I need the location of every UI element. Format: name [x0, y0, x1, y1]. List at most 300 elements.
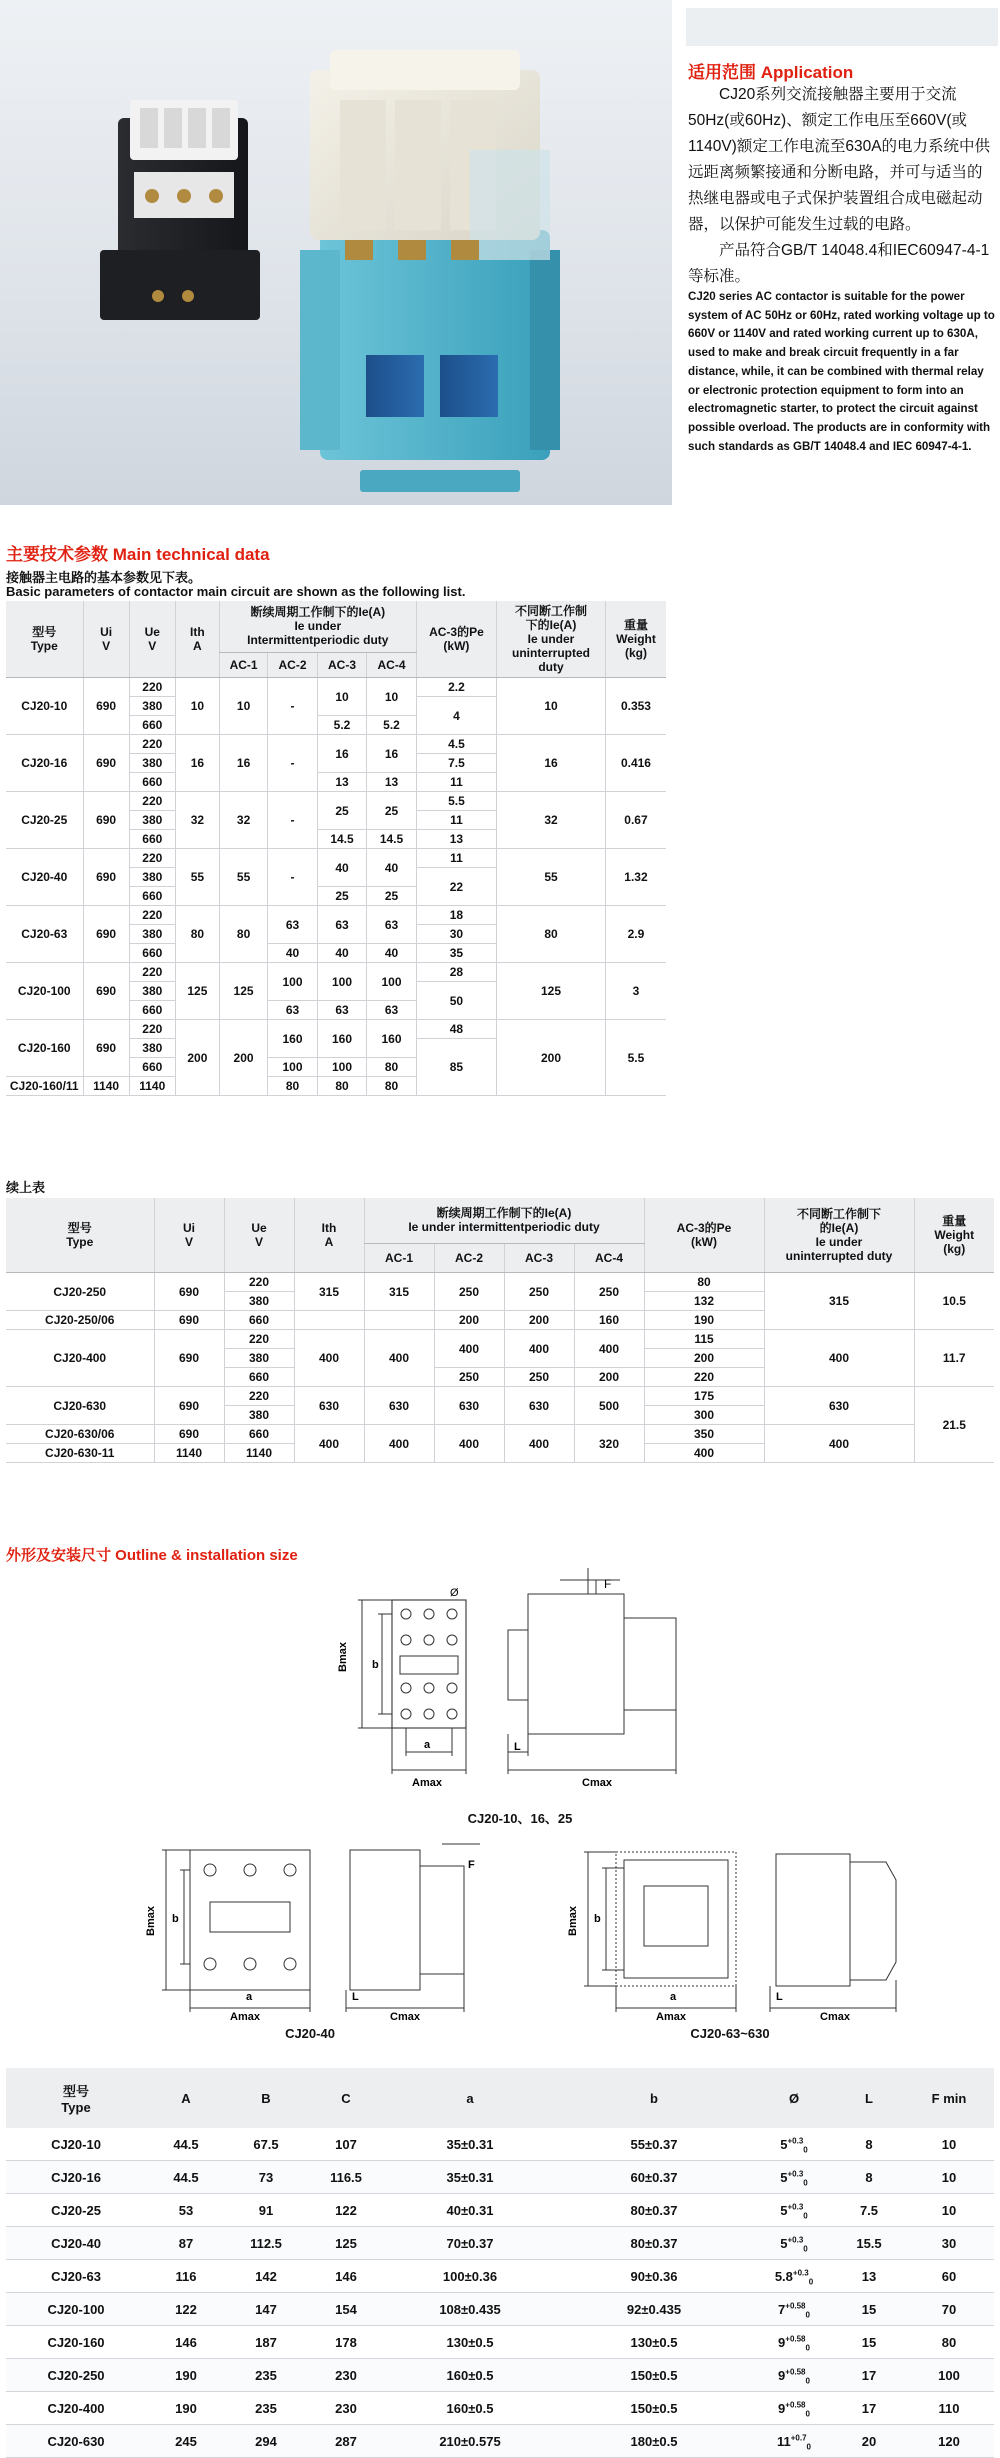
cell-weight: 10.5: [914, 1273, 994, 1330]
dim-col-4: a: [386, 2068, 554, 2128]
cell-pe: 28: [416, 963, 496, 982]
t2-col-pe: AC-3的Pe (kW): [644, 1198, 764, 1273]
cell-ac3: 14.5: [317, 830, 367, 849]
cell-ui: 690: [83, 792, 129, 849]
dim-bmax-2: Bmax: [145, 1906, 157, 1936]
application-title: 适用范围 Application: [688, 63, 854, 82]
col-ue: Ue V: [129, 601, 175, 678]
cell-ac2: 80: [268, 1077, 318, 1096]
cell-ac4: 160: [367, 1020, 417, 1058]
cell-ue: 220: [129, 849, 175, 868]
dim-cell-phi: [754, 2425, 834, 2458]
dim-cell: CJ20-40: [6, 2227, 146, 2260]
dim-cell: 190: [146, 2359, 226, 2392]
dim-col-6: Ø: [754, 2068, 834, 2128]
cell-pe: 50: [416, 982, 496, 1020]
outline-title: 外形及安装尺寸 Outline & installation size: [6, 1547, 298, 1564]
dim-cell: CJ20-16: [6, 2161, 146, 2194]
cell-ue: 380: [129, 868, 175, 887]
cell-ui: 690: [83, 735, 129, 792]
dim-cell: 10: [904, 2128, 994, 2161]
phi-tol-lower: 0: [805, 2343, 810, 2353]
cell-ue: 220: [129, 906, 175, 925]
phi-tol-upper: +0.3: [792, 2268, 809, 2278]
t2-col-weight: 重量 Weight (kg): [914, 1198, 994, 1273]
cell-pe: 11: [416, 811, 496, 830]
col-ie-group: 断续周期工作制下的Ie(A) Ie under Intermittentperiodic duty: [219, 601, 416, 652]
phi-value: 9: [778, 2400, 786, 2416]
small-contactor: [100, 100, 260, 320]
dim-l-2: L: [352, 1991, 359, 2003]
dim-cell: 70: [904, 2293, 994, 2326]
cell-pe: 4: [416, 697, 496, 735]
dim-cell: 92±0.435: [554, 2293, 754, 2326]
cell-ue: 380: [224, 1406, 294, 1425]
dim-cell: 60: [904, 2260, 994, 2293]
cell-ue: 380: [129, 697, 175, 716]
table-row: [6, 2260, 994, 2293]
cell-ac4: 500: [574, 1387, 644, 1425]
dim-cell: 142: [226, 2260, 306, 2293]
col-ith: Ith A: [175, 601, 219, 678]
cell-ac3: 40: [317, 944, 367, 963]
cell-ac3: 16: [317, 735, 367, 773]
cell-pe: 80: [644, 1273, 764, 1292]
cell-weight: 3: [605, 963, 666, 1020]
phi-value: 9: [778, 2367, 786, 2383]
cell-ac4: 400: [574, 1330, 644, 1368]
t2-col-iu: 不同断工作制下 的Ie(A) Ie under uninterrupted duty: [764, 1198, 914, 1273]
cell-ac3: 63: [317, 906, 367, 944]
dim-cell: 10: [904, 2194, 994, 2227]
dim-cell: 210±0.575: [386, 2425, 554, 2458]
dim-cell: 80: [904, 2326, 994, 2359]
cell-ith: 400: [294, 1330, 364, 1387]
dim-cell-phi: [754, 2392, 834, 2425]
cell-ui: 690: [154, 1425, 224, 1444]
cell-pe: 2.2: [416, 678, 496, 697]
cell-ac2: 63: [268, 1001, 318, 1020]
dim-cell: 44.5: [146, 2128, 226, 2161]
cell-ith: 32: [175, 792, 219, 849]
phi-tol-lower: 0: [805, 2310, 810, 2320]
cell-ith: 400: [294, 1425, 364, 1463]
dim-col-7: L: [834, 2068, 904, 2128]
cell-pe: 300: [644, 1406, 764, 1425]
application-zh-text: CJ20系列交流接触器主要用于交流50Hz(或60Hz)、额定工作电压至660V(或1140V)额定工作电流至630A的电力系统中供远距离频繁接通和分断电路，并可与适当的热继电器或电子式保护装置组合成电磁起动器，以保护可能发生过载的电路。: [688, 86, 991, 233]
dim-cell: 130±0.5: [554, 2326, 754, 2359]
cell-ac1: 32: [219, 792, 267, 849]
continued-table: [6, 1198, 994, 1463]
cell-ac1: 630: [364, 1387, 434, 1425]
dim-cell: 178: [306, 2326, 386, 2359]
table-row: [6, 2359, 994, 2392]
cell-ue: 380: [129, 1039, 175, 1058]
cell-ac2: 100: [268, 1058, 318, 1077]
phi-tol-upper: +0.3: [787, 2235, 804, 2245]
phi-tol-upper: +0.58: [785, 2334, 806, 2344]
cell-ac2: 63: [268, 906, 318, 944]
cell-ac4: 10: [367, 678, 417, 716]
cell-ue: 220: [129, 678, 175, 697]
dim-cell: 108±0.435: [386, 2293, 554, 2326]
cell-ac2: -: [268, 849, 318, 906]
dim-cell: 15.5: [834, 2227, 904, 2260]
cell-ac3: 10: [317, 678, 367, 716]
dim-bmax-3: Bmax: [567, 1906, 579, 1936]
dim-cell: 120: [904, 2425, 994, 2458]
dim-cell: CJ20-250: [6, 2359, 146, 2392]
table-row: [6, 2326, 994, 2359]
cell-ith: 10: [175, 678, 219, 735]
cell-type: CJ20-25: [6, 792, 83, 849]
cell-ue: 380: [129, 811, 175, 830]
cell-ue: 660: [129, 887, 175, 906]
tech-title: 主要技术参数 Main technical data: [6, 545, 270, 564]
dim-cell-phi: [754, 2326, 834, 2359]
cell-ue: 380: [224, 1292, 294, 1311]
dim-cell-phi: [754, 2260, 834, 2293]
dim-cell: 100±0.36: [386, 2260, 554, 2293]
large-contactor: [300, 50, 560, 492]
cell-ue: 660: [224, 1311, 294, 1330]
dim-cell: 80±0.37: [554, 2194, 754, 2227]
cell-ith: 630: [294, 1387, 364, 1425]
t2-col-type: 型号 Type: [6, 1198, 154, 1273]
dim-cell: 91: [226, 2194, 306, 2227]
cell-ac4: 40: [367, 944, 417, 963]
phi-value: 5: [780, 2202, 788, 2218]
cell-ac1: 200: [219, 1020, 267, 1096]
cell-ac4: 13: [367, 773, 417, 792]
col-ac2: AC-2: [268, 652, 318, 677]
cell-ith: 125: [175, 963, 219, 1020]
dim-cell: 245: [146, 2425, 226, 2458]
cell-pe: 115: [644, 1330, 764, 1349]
cell-pe: 132: [644, 1292, 764, 1311]
dim-cell: 17: [834, 2392, 904, 2425]
cell-ac1: 400: [364, 1425, 434, 1463]
dim-cell: 60±0.37: [554, 2161, 754, 2194]
dim-col-5: b: [554, 2068, 754, 2128]
col-type: 型号 Type: [6, 601, 83, 678]
cell-pe: 350: [644, 1425, 764, 1444]
cell-iu: 55: [497, 849, 606, 906]
table-row: [6, 1330, 994, 1349]
dim-cell: 130±0.5: [386, 2326, 554, 2359]
cell-weight: 0.67: [605, 792, 666, 849]
dim-cell: 8: [834, 2161, 904, 2194]
col-weight: 重量 Weight (kg): [605, 601, 666, 678]
dim-cell: 55±0.37: [554, 2128, 754, 2161]
product-photo: [0, 0, 672, 505]
dim-cell: 146: [306, 2260, 386, 2293]
cell-ui: 690: [83, 849, 129, 906]
cell-ac3: 25: [317, 792, 367, 830]
dim-cell-phi: [754, 2194, 834, 2227]
cell-ac3: 25: [317, 887, 367, 906]
dim-cell: CJ20-100: [6, 2293, 146, 2326]
cell-ui: 1140: [154, 1444, 224, 1463]
cell-ith: 315: [294, 1273, 364, 1311]
dim-cell: 122: [306, 2194, 386, 2227]
cell-ac2: 200: [434, 1311, 504, 1330]
dim-phi: Ø: [450, 1587, 459, 1599]
dim-amax-3: Amax: [656, 2011, 686, 2023]
dim-cell: 10: [904, 2161, 994, 2194]
dim-cell: 35±0.31: [386, 2128, 554, 2161]
phi-tol-lower: 0: [803, 2178, 808, 2188]
dim-cell: CJ20-25: [6, 2194, 146, 2227]
cell-ui: 690: [154, 1330, 224, 1387]
cell-ac4: 16: [367, 735, 417, 773]
dim-cell: 40±0.31: [386, 2194, 554, 2227]
phi-tol-upper: +0.3: [787, 2202, 804, 2212]
cell-pe: 11: [416, 849, 496, 868]
cell-pe: 85: [416, 1039, 496, 1096]
cell-weight: 11.7: [914, 1330, 994, 1387]
cell-pe: 18: [416, 906, 496, 925]
dim-cell: 150±0.5: [554, 2392, 754, 2425]
dim-l: L: [514, 1741, 521, 1753]
dim-cell: 122: [146, 2293, 226, 2326]
cell-ui: 690: [83, 963, 129, 1020]
cell-ue: 660: [224, 1368, 294, 1387]
dim-cell: 235: [226, 2392, 306, 2425]
cell-pe: 48: [416, 1020, 496, 1039]
cell-ac3: 63: [317, 1001, 367, 1020]
cell-ui: 1140: [83, 1077, 129, 1096]
dim-cell: 294: [226, 2425, 306, 2458]
cell-type: CJ20-160/11: [6, 1077, 83, 1096]
application-standards-zh: 产品符合GB/T 14048.4和IEC60947-4-1等标准。: [688, 242, 990, 285]
col-ac3: AC-3: [317, 652, 367, 677]
dim-f: F: [604, 1577, 612, 1591]
cell-pe: 200: [644, 1349, 764, 1368]
cell-pe: 175: [644, 1387, 764, 1406]
dim-b-3: b: [594, 1913, 601, 1925]
phi-tol-lower: 0: [803, 2211, 808, 2221]
cell-ac1: 55: [219, 849, 267, 906]
dim-cell: 87: [146, 2227, 226, 2260]
phi-value: 5: [780, 2136, 788, 2152]
cell-ue: 660: [129, 830, 175, 849]
dim-cell: 235: [226, 2359, 306, 2392]
cell-iu: 400: [764, 1330, 914, 1387]
cell-type: CJ20-40: [6, 849, 83, 906]
header-bar: [686, 8, 998, 46]
caption-cj20-10: CJ20-10、16、25: [467, 1811, 573, 1826]
t2-col-ac1: AC-1: [364, 1243, 434, 1272]
table-row: [6, 2392, 994, 2425]
cell-ac3: 630: [504, 1387, 574, 1425]
continued-label: 续上表: [6, 1180, 46, 1195]
cell-ue: 660: [129, 716, 175, 735]
cell-ac1: [364, 1311, 434, 1330]
cell-ac2: 630: [434, 1387, 504, 1425]
dim-cell: 15: [834, 2293, 904, 2326]
cell-ue: 220: [129, 792, 175, 811]
cell-pe: 35: [416, 944, 496, 963]
cell-iu: 400: [764, 1425, 914, 1463]
dim-cell: 180±0.5: [554, 2425, 754, 2458]
dim-cell: 44.5: [146, 2161, 226, 2194]
phi-tol-lower: 0: [806, 2442, 811, 2452]
cell-ac1: 125: [219, 963, 267, 1020]
cell-type: CJ20-10: [6, 678, 83, 735]
cell-ac4: 25: [367, 792, 417, 830]
table-row: [6, 849, 666, 868]
phi-value: 7: [778, 2301, 786, 2317]
phi-tol-lower: 0: [805, 2376, 810, 2386]
phi-tol-upper: +0.7: [790, 2433, 807, 2443]
outline-drawing-cj20-63: [567, 1840, 910, 2023]
cell-ac3: 13: [317, 773, 367, 792]
dim-amax-2: Amax: [230, 2011, 260, 2023]
cell-ue: 1140: [224, 1444, 294, 1463]
cell-ac3: 160: [317, 1020, 367, 1058]
dim-cell: CJ20-160: [6, 2326, 146, 2359]
phi-tol-lower: 0: [808, 2277, 814, 2287]
table-row: [6, 2194, 994, 2227]
table-row: [6, 792, 666, 811]
cell-iu: 80: [497, 906, 606, 963]
col-ac4: AC-4: [367, 652, 417, 677]
dim-l-3: L: [776, 1991, 783, 2003]
cell-type: CJ20-160: [6, 1020, 83, 1077]
contactor-illustration: [0, 0, 672, 505]
dim-cell: 100: [904, 2359, 994, 2392]
dim-cell: CJ20-63: [6, 2260, 146, 2293]
table-row: [6, 2227, 994, 2260]
table-row: [6, 1273, 994, 1292]
cell-ac4: 63: [367, 906, 417, 944]
caption-cj20-63: CJ20-63~630: [690, 2026, 770, 2041]
cell-ue: 380: [129, 754, 175, 773]
cell-ac3: 40: [317, 849, 367, 887]
cell-ui: 690: [83, 678, 129, 735]
cell-weight: 21.5: [914, 1387, 994, 1463]
dim-amax: Amax: [412, 1777, 442, 1789]
table-row: [6, 678, 666, 697]
cell-ac2: 160: [268, 1020, 318, 1058]
dim-cell: 73: [226, 2161, 306, 2194]
dim-cell-phi: [754, 2359, 834, 2392]
t2-col-ie-group: 断续周期工作制下的Ie(A) Ie under intermittentperiodic duty: [364, 1198, 644, 1243]
t2-col-ue: Ue V: [224, 1198, 294, 1273]
cell-ue: 220: [129, 963, 175, 982]
dim-a-2: a: [246, 1991, 253, 2003]
cell-ui: 690: [154, 1311, 224, 1330]
cell-ac3: 250: [504, 1273, 574, 1311]
cell-ui: 690: [154, 1273, 224, 1311]
cell-ac2: 250: [434, 1273, 504, 1311]
col-iu: 不同断工作制 下的Ie(A) Ie under uninterrupted duty: [497, 601, 606, 678]
t2-col-ac3: AC-3: [504, 1243, 574, 1272]
tech-sub-en: Basic parameters of contactor main circuit are shown as the following list.: [6, 584, 466, 599]
cell-ac2: 400: [434, 1330, 504, 1368]
cell-ac1: 80: [219, 906, 267, 963]
cell-weight: 2.9: [605, 906, 666, 963]
cell-ui: 690: [83, 906, 129, 963]
cell-ac3: 400: [504, 1330, 574, 1368]
cell-pe: 30: [416, 925, 496, 944]
phi-value: 5: [780, 2169, 788, 2185]
cell-ue: 220: [224, 1273, 294, 1292]
dim-cell: 230: [306, 2359, 386, 2392]
dim-cell: 67.5: [226, 2128, 306, 2161]
cell-pe: 4.5: [416, 735, 496, 754]
dim-cell: 230: [306, 2392, 386, 2425]
dim-cmax: Cmax: [582, 1777, 612, 1789]
cell-ac1: 400: [364, 1330, 434, 1387]
cell-ac2: 400: [434, 1425, 504, 1463]
cell-weight: 1.32: [605, 849, 666, 906]
dim-col-2: B: [226, 2068, 306, 2128]
dimension-table: [6, 2068, 994, 2458]
phi-tol-upper: +0.58: [785, 2301, 806, 2311]
cell-type: CJ20-250: [6, 1273, 154, 1311]
cell-ac4: 200: [574, 1368, 644, 1387]
cell-ac4: 14.5: [367, 830, 417, 849]
cell-iu: 200: [497, 1020, 606, 1096]
cell-pe: 13: [416, 830, 496, 849]
cell-type: CJ20-16: [6, 735, 83, 792]
cell-ac4: 80: [367, 1058, 417, 1077]
phi-value: 5.8: [774, 2268, 793, 2284]
caption-cj20-40: CJ20-40: [285, 2026, 335, 2041]
cell-type: CJ20-630: [6, 1387, 154, 1425]
cell-ith: 55: [175, 849, 219, 906]
cell-ue: 220: [129, 1020, 175, 1039]
dim-cell: 116.5: [306, 2161, 386, 2194]
phi-tol-lower: 0: [805, 2409, 810, 2419]
col-pe: AC-3的Pe (kW): [416, 601, 496, 678]
table-row: [6, 906, 666, 925]
cell-iu: 16: [497, 735, 606, 792]
t2-col-ith: Ith A: [294, 1198, 364, 1273]
dim-cell: 190: [146, 2392, 226, 2425]
cell-iu: 315: [764, 1273, 914, 1330]
cell-iu: 630: [764, 1387, 914, 1425]
cell-ith: 16: [175, 735, 219, 792]
cell-weight: 0.353: [605, 678, 666, 735]
dim-cell: 154: [306, 2293, 386, 2326]
phi-tol-lower: 0: [803, 2244, 808, 2254]
dim-cell-phi: [754, 2161, 834, 2194]
cell-type: CJ20-250/06: [6, 1311, 154, 1330]
dim-cmax-3: Cmax: [820, 2011, 850, 2023]
cell-ac1: 16: [219, 735, 267, 792]
cell-ac2: 40: [268, 944, 318, 963]
dim-cell: CJ20-10: [6, 2128, 146, 2161]
dim-cell-phi: [754, 2293, 834, 2326]
outline-drawing-cj20-10: [320, 1560, 720, 1800]
cell-type: CJ20-630-11: [6, 1444, 154, 1463]
cell-ac3: 5.2: [317, 716, 367, 735]
cell-pe: 22: [416, 868, 496, 906]
cell-ac2: 250: [434, 1368, 504, 1387]
t2-col-ac4: AC-4: [574, 1243, 644, 1272]
dim-cell: 116: [146, 2260, 226, 2293]
phi-tol-upper: +0.58: [785, 2400, 806, 2410]
cell-ui: 690: [83, 1020, 129, 1077]
table-row: [6, 1020, 666, 1039]
cell-ue: 220: [224, 1330, 294, 1349]
table-row: [6, 1387, 994, 1406]
cell-weight: 5.5: [605, 1020, 666, 1096]
dim-cell: 160±0.5: [386, 2359, 554, 2392]
